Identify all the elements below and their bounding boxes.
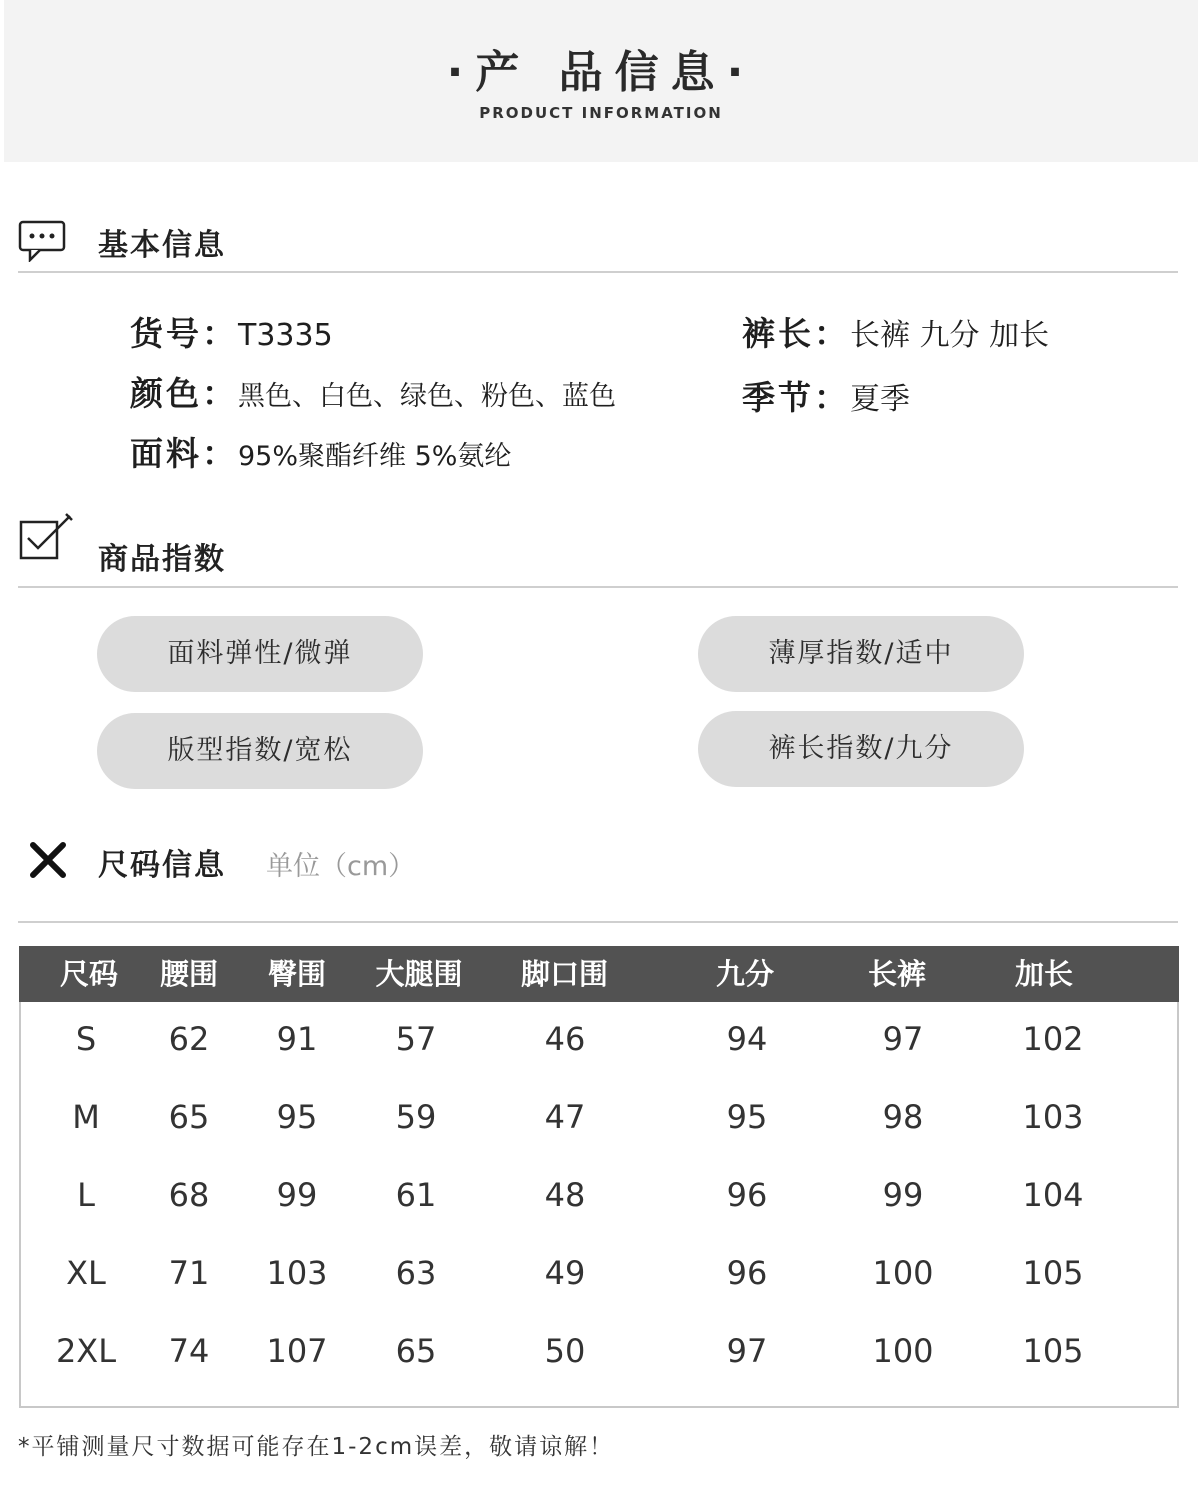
table-cell: 99 xyxy=(882,1176,924,1214)
table-cell: 105 xyxy=(1022,1332,1084,1370)
table-cell: 74 xyxy=(168,1332,210,1370)
table-cell: 46 xyxy=(544,1020,586,1058)
section-title: 基本信息 xyxy=(98,228,226,263)
header-banner xyxy=(4,0,1198,162)
section-divider xyxy=(18,586,1178,588)
footnote: *平铺测量尺寸数据可能存在1-2cm误差，敬请谅解！ xyxy=(18,1434,615,1460)
table-cell: 102 xyxy=(1022,1020,1084,1058)
column-header: 脚口围 xyxy=(520,957,608,991)
index-pill: 薄厚指数/适中 xyxy=(698,616,1024,692)
checkbox-icon xyxy=(18,512,74,566)
column-header: 九分 xyxy=(715,957,774,991)
table-cell: 98 xyxy=(882,1098,924,1136)
table-cell: 103 xyxy=(266,1254,328,1292)
table-cell: 107 xyxy=(266,1332,328,1370)
info-season: 季节：夏季 xyxy=(742,378,910,417)
table-cell: 100 xyxy=(872,1254,934,1292)
column-header: 臀围 xyxy=(267,957,326,991)
table-cell: 48 xyxy=(544,1176,586,1214)
table-cell: 99 xyxy=(276,1176,318,1214)
column-header: 加长 xyxy=(1014,957,1073,991)
x-mark-icon xyxy=(28,840,68,884)
table-cell: 95 xyxy=(726,1098,768,1136)
table-cell: 68 xyxy=(168,1176,210,1214)
table-cell: 91 xyxy=(276,1020,318,1058)
index-pill: 版型指数/宽松 xyxy=(97,713,423,789)
table-cell: 100 xyxy=(872,1332,934,1370)
table-cell: 63 xyxy=(395,1254,437,1292)
unit-label: 单位（cm） xyxy=(266,851,416,882)
info-colors: 颜色：黑色、白色、绿色、粉色、蓝色 xyxy=(130,374,616,413)
table-cell: 65 xyxy=(168,1098,210,1136)
banner-subtitle: PRODUCT INFORMATION xyxy=(479,104,723,122)
table-cell: 96 xyxy=(726,1254,768,1292)
index-pill: 裤长指数/九分 xyxy=(698,711,1024,787)
table-cell: 47 xyxy=(544,1098,586,1136)
table-cell: 65 xyxy=(395,1332,437,1370)
info-fabric: 面料：95%聚酯纤维 5%氨纶 xyxy=(130,434,512,473)
section-title: 商品指数 xyxy=(98,542,226,577)
table-cell: 59 xyxy=(395,1098,437,1136)
table-cell: 62 xyxy=(168,1020,210,1058)
table-cell: 96 xyxy=(726,1176,768,1214)
table-cell: 49 xyxy=(544,1254,586,1292)
column-header: 大腿围 xyxy=(375,957,463,991)
info-item-number: 货号：T3335 xyxy=(130,314,333,353)
table-cell: 95 xyxy=(276,1098,318,1136)
chat-bubble-icon xyxy=(18,220,66,266)
table-cell: 97 xyxy=(882,1020,924,1058)
size-label-cell: 2XL xyxy=(55,1332,117,1370)
column-header: 腰围 xyxy=(159,957,218,991)
size-table-header xyxy=(19,946,1179,1002)
column-header: 长裤 xyxy=(867,957,926,991)
table-cell: 104 xyxy=(1022,1176,1084,1214)
info-length: 裤长：长裤 九分 加长 xyxy=(742,314,1050,353)
column-header: 尺码 xyxy=(59,957,118,991)
table-cell: 50 xyxy=(544,1332,586,1370)
table-cell: 103 xyxy=(1022,1098,1084,1136)
table-cell: 57 xyxy=(395,1020,437,1058)
size-label-cell: L xyxy=(77,1176,95,1214)
section-divider xyxy=(18,271,1178,273)
table-cell: 71 xyxy=(168,1254,210,1292)
section-title: 尺码信息 xyxy=(98,848,226,883)
table-cell: 61 xyxy=(395,1176,437,1214)
table-cell: 105 xyxy=(1022,1254,1084,1292)
size-label-cell: M xyxy=(72,1098,100,1136)
index-pill: 面料弹性/微弹 xyxy=(97,616,423,692)
table-cell: 97 xyxy=(726,1332,768,1370)
banner-title: ·产 品信息· xyxy=(446,47,756,98)
size-label-cell: XL xyxy=(66,1254,106,1292)
table-cell: 94 xyxy=(726,1020,768,1058)
size-label-cell: S xyxy=(75,1020,97,1058)
section-divider xyxy=(18,921,1178,923)
